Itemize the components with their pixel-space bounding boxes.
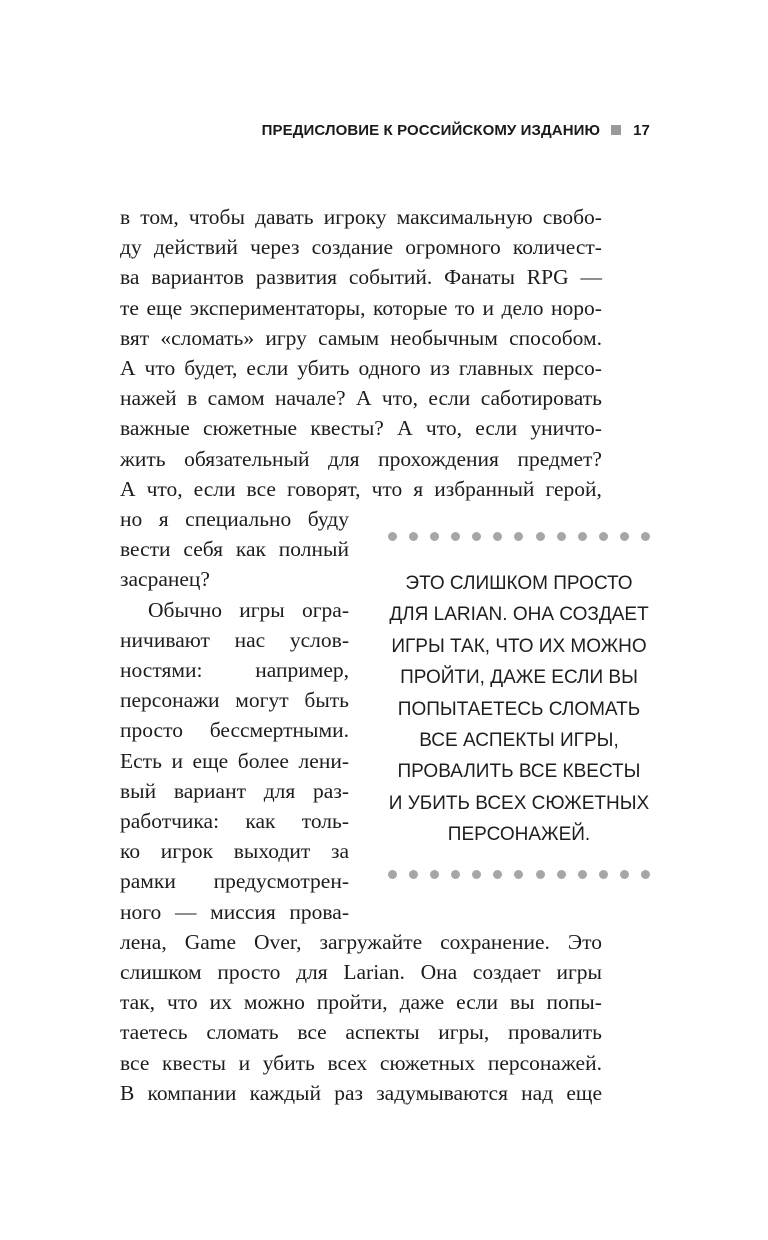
pull-quote-line: ПЕРСОНАЖЕЙ. [447,824,591,846]
dot-ornament-icon [388,532,397,541]
dot-ornament-icon [388,870,397,879]
text-line: вый вариант для раз- [120,778,349,803]
dot-ornament-icon [536,870,545,879]
dot-ornament-icon [409,870,418,879]
text-line: рамки предусмотрен- [120,869,349,894]
text-line: А что будет, если убить одного из главных персо- [120,356,602,380]
dot-ornament-icon [620,532,629,541]
pull-quote-line: ПРОВАЛИТЬ ВСЕ КВЕСТЫ [397,761,641,783]
dot-ornament-icon [514,870,523,879]
dot-ornament-icon [641,532,650,541]
text-line: персонажи могут быть [120,688,349,713]
dot-ornament-icon [578,870,587,879]
dot-ornament-icon [409,532,418,541]
text-line: вести себя как полный [120,537,349,562]
pull-quote-line: И УБИТЬ ВСЕХ СЮЖЕТНЫХ [388,792,650,814]
pull-quote-line: ЭТО СЛИШКОМ ПРОСТО [405,573,633,594]
text-line: Обычно игры огра- [148,597,349,622]
pull-quote-line: ПРОЙТИ, ДАЖЕ ЕСЛИ ВЫ [400,667,638,689]
text-line: ду действий через создание огромного количест- [120,235,602,260]
text-line: вят «сломать» игру самым необычным способом. [120,325,602,350]
text-line: в том, чтобы давать игроку максимальную свобо- [120,205,602,229]
dot-ornament-icon [451,870,460,879]
chapter-title: ПРЕДИСЛОВИЕ К РОССИЙСКОМУ ИЗДАНИЮ [261,121,601,139]
text-line: ва вариантов развития событий. Фанаты RPG — [120,265,602,290]
dot-ornament-icon [451,532,460,541]
text-line: жить обязательный для прохождения предмет? [120,446,602,471]
text-line: так, что их можно пройти, даже если вы попы- [120,990,602,1015]
pull-quote [388,528,650,882]
dot-ornament-icon [599,870,608,879]
text-line: нажей в самом начале? А что, если саботировать [120,386,602,411]
running-head [262,119,650,141]
text-line: работчика: как толь- [120,809,349,833]
dot-ornament-icon [430,870,439,879]
dot-ornament-icon [641,870,650,879]
dot-ornament-icon [430,532,439,541]
dot-ornament-icon [620,870,629,879]
dot-ornament-icon [493,532,502,541]
text-line: важные сюжетные квесты? А что, если уничто- [120,416,602,441]
pull-quote-line: ДЛЯ LARIAN. ОНА СОЗДАЕТ [389,604,649,626]
square-separator-icon [611,125,621,135]
dot-ornament-icon [472,532,481,541]
dot-ornament-icon [578,532,587,541]
text-line: В компании каждый раз задумываются над еще [120,1080,602,1105]
text-line: все квесты и убить всех сюжетных персонажей. [120,1050,602,1075]
text-line: засранец? [120,567,210,592]
text-line: ного — миссия прова- [120,899,349,924]
text-line: лена, Game Over, загружайте сохранение. Это [120,929,602,954]
dotted-rule-top [388,532,650,542]
dot-ornament-icon [536,532,545,541]
text-line: те еще экспериментаторы, которые то и дело норо- [120,295,602,320]
text-line: просто бессмертными. [120,718,349,743]
text-line: Есть и еще более лени- [120,748,349,773]
dot-ornament-icon [599,532,608,541]
dot-ornament-icon [472,870,481,879]
pull-quote-line: ИГРЫ ТАК, ЧТО ИХ МОЖНО [391,635,647,657]
dot-ornament-icon [493,870,502,879]
text-line: ничивают нас услов- [120,627,349,652]
pull-quote-text [388,568,650,851]
dotted-rule-bottom [388,870,650,880]
text-line: ностями: например, [120,658,349,682]
text-line: слишком просто для Larian. Она создает игры [120,960,602,984]
pull-quote-line: ВСЕ АСПЕКТЫ ИГРЫ, [419,729,619,751]
dot-ornament-icon [557,532,566,541]
page-number: 17 [633,121,650,139]
text-line: но я специально буду [120,507,349,531]
dot-ornament-icon [514,532,523,541]
pull-quote-line: ПОПЫТАЕТЕСЬ СЛОМАТЬ [397,698,641,720]
text-line: ко игрок выходит за [120,839,349,864]
text-line: А что, если все говорят, что я избранный герой, [120,476,602,501]
text-line: таетесь сломать все аспекты игры, провалить [120,1020,602,1045]
dot-ornament-icon [557,870,566,879]
